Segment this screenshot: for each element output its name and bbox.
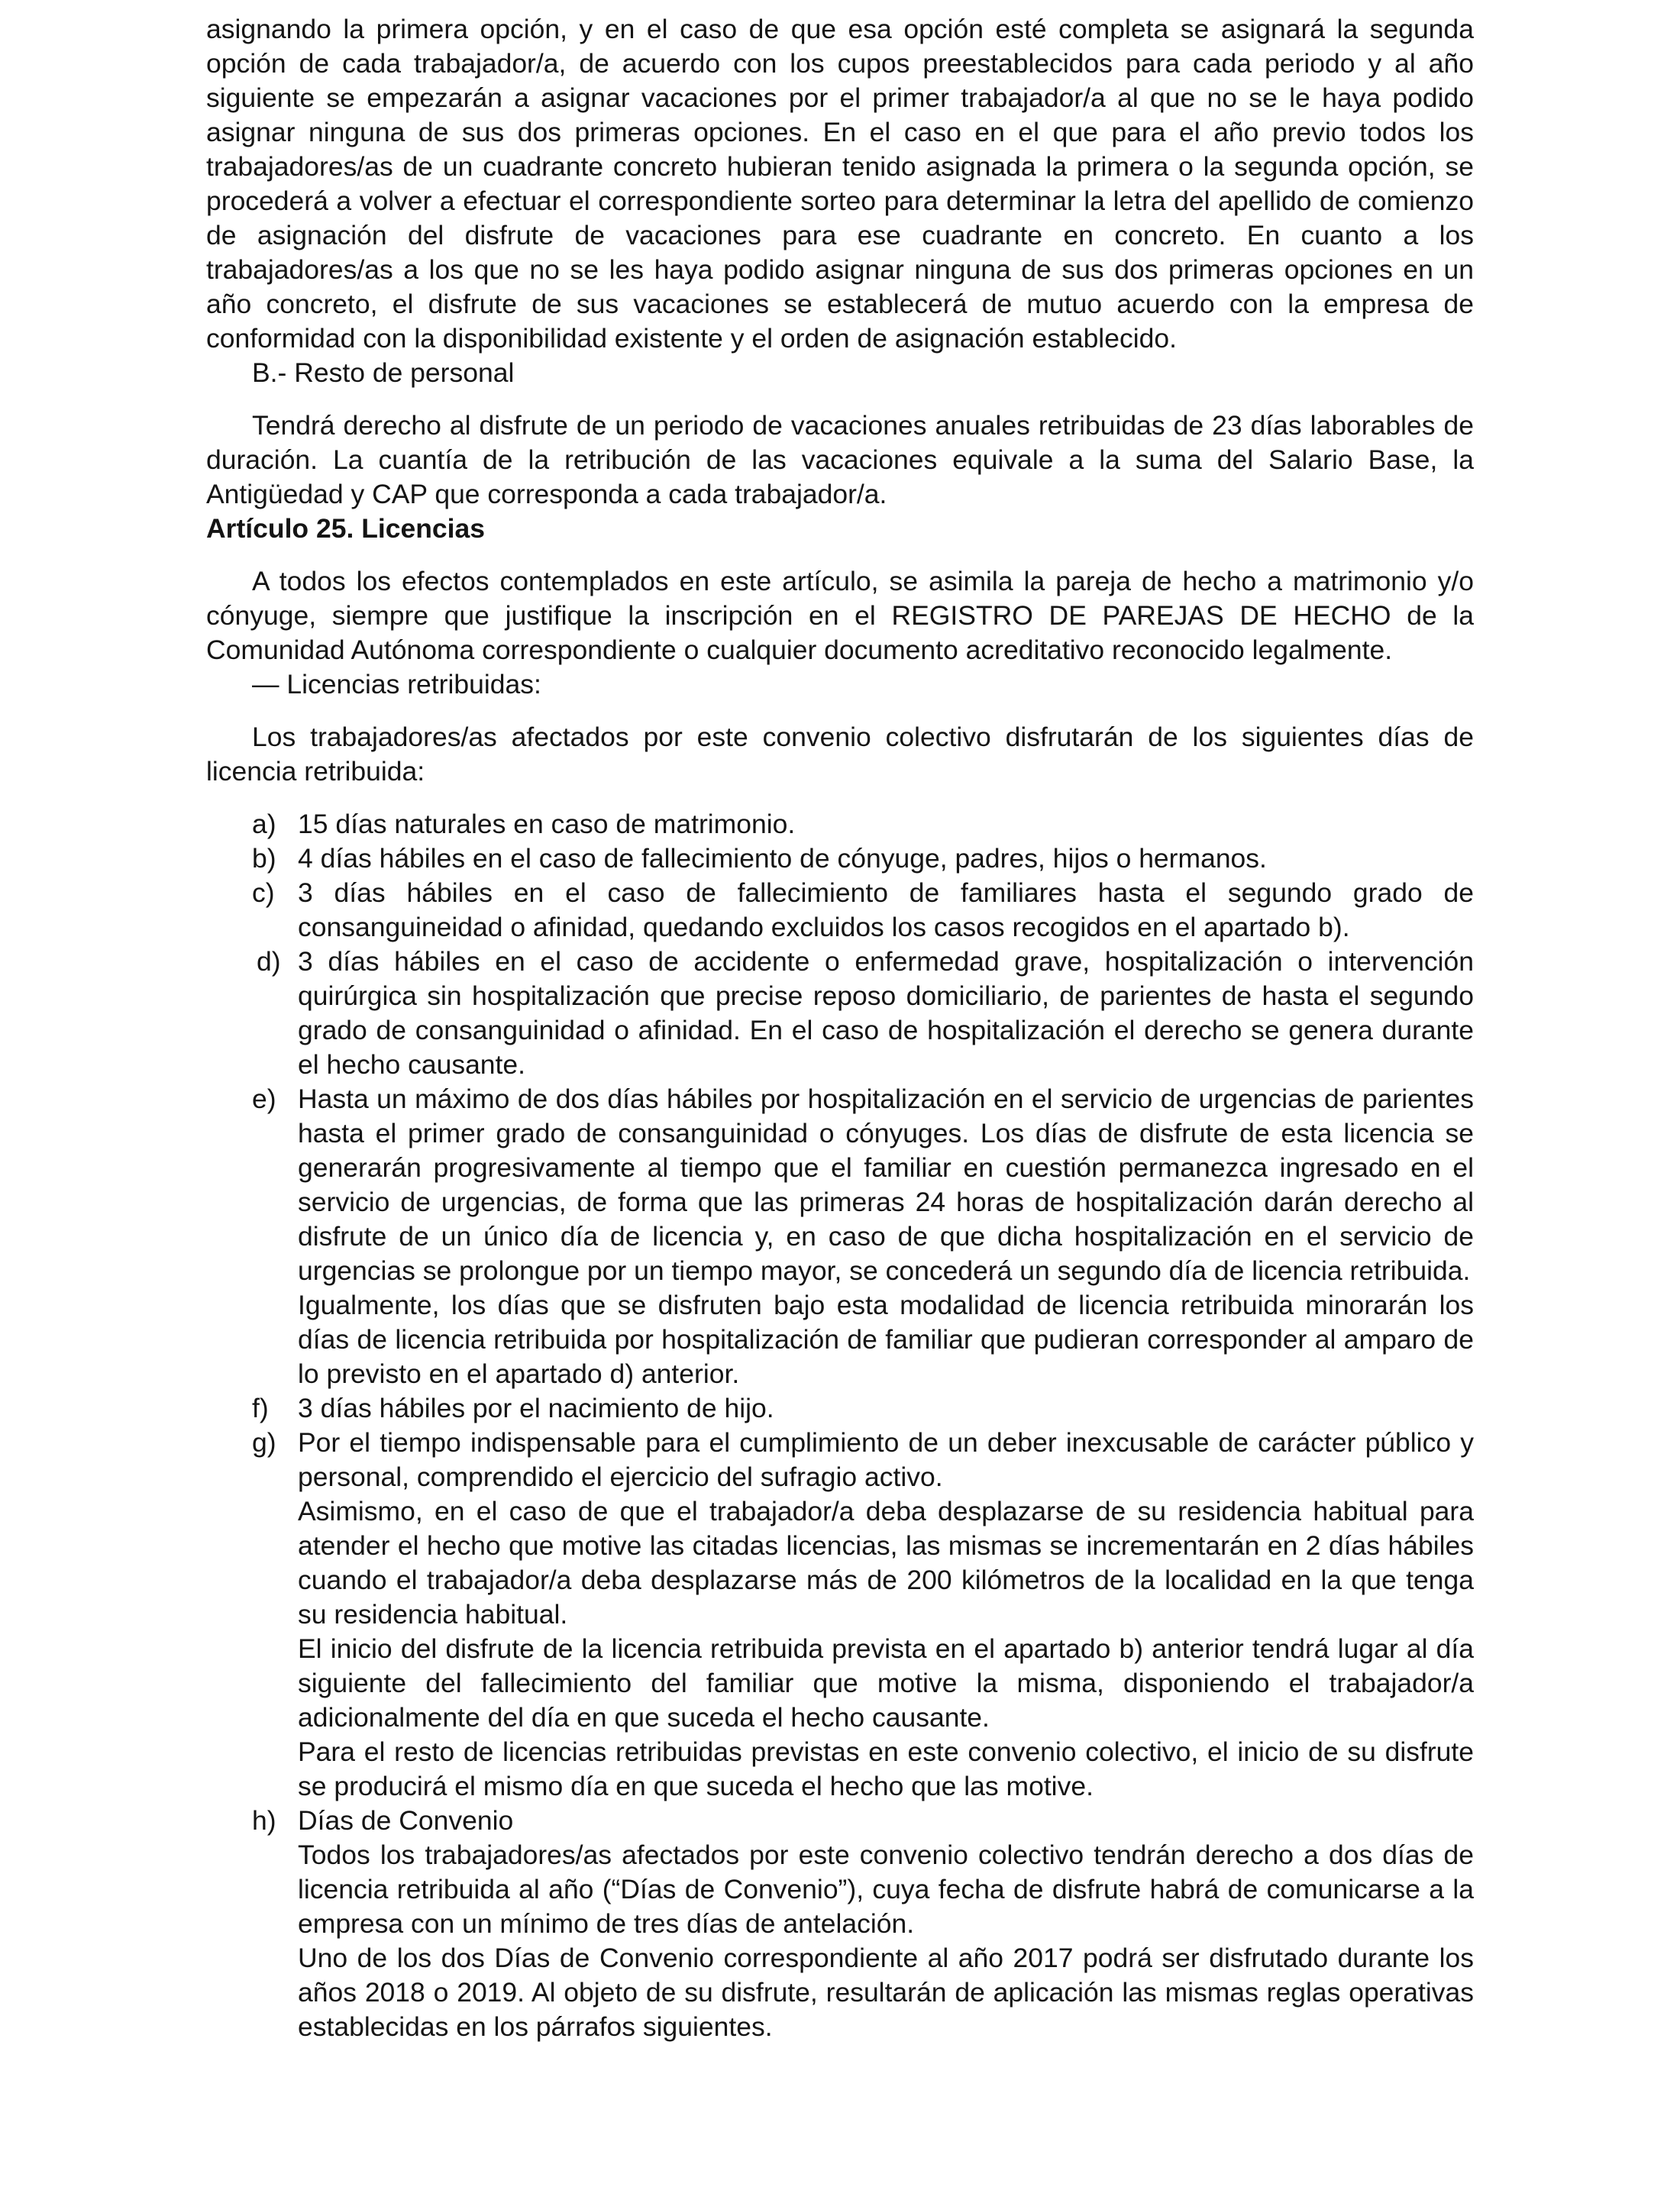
list-item-b	[206, 842, 1474, 876]
list-marker: e)	[252, 1084, 276, 1114]
intro-paragraph: asignando la primera opción, y en el caso de que esa opción esté completa se asignará la segunda opción de cada trabajador/a, de acuerdo con los cupos preestablecidos para cada periodo y al año siguiente se empezarán a asignar vacaciones por el primer trabajador/a al que no se le haya podido asignar ninguna de sus dos primeras opciones. En el caso en el que para el año previo todos los trabajadores/as de un cuadrante concreto hubieran tenido asignada la primera o la segunda opción, se procederá a volver a efectuar el correspondiente sorteo para determinar la letra del apellido de comienzo de asignación del disfrute de vacaciones para ese cuadrante en concreto. En cuanto a los trabajadores/as a los que no se les haya podido asignar ninguna de sus dos primeras opciones en un año concreto, el disfrute de sus vacaciones se establecerá de mutuo acuerdo con la empresa de conformidad con la disponibilidad existente y el orden de asignación establecido.	[206, 14, 1474, 354]
licencias-list	[206, 807, 1474, 2044]
list-item-f	[206, 1391, 1474, 1426]
list-item-text: Por el tiempo indispensable para el cumplimiento de un deber inexcusable de carácter público y personal, comprendido el ejercicio del sufragio activo.	[298, 1427, 1474, 1492]
article-intro: A todos los efectos contemplados en este artículo, se asimila la pareja de hecho a matrimonio y/o cónyuge, siempre que justifique la inscripción en el REGISTRO DE PAREJAS DE HECHO de la Comunidad Autónoma correspondiente o cualquier documento acreditativo reconocido legalmente.	[206, 566, 1474, 665]
list-marker: d)	[257, 946, 281, 977]
list-intro: Los trabajadores/as afectados por este convenio colectivo disfrutarán de los siguientes días de licencia retribuida:	[206, 722, 1474, 787]
list-item-e	[206, 1082, 1474, 1391]
list-item-text: 15 días naturales en caso de matrimonio.	[298, 809, 796, 839]
section-b-title: B.- Resto de personal	[252, 357, 515, 388]
list-marker: a)	[252, 809, 276, 839]
list-item-extra: Uno de los dos Días de Convenio correspondiente al año 2017 podrá ser disfrutado durante los años 2018 o 2019. Al objeto de su disfrute, resultarán de aplicación las mismas reglas operativas establecidas en los párrafos siguientes.	[298, 1943, 1474, 2042]
list-item-extra: Todos los trabajadores/as afectados por este convenio colectivo tendrán derecho a dos días de licencia retribuida al año (“Días de Convenio”), cuya fecha de disfrute habrá de comunicarse a la empresa con un mínimo de tres días de antelación.	[298, 1840, 1474, 1939]
list-marker: g)	[252, 1427, 276, 1458]
list-item-d	[206, 945, 1474, 1082]
list-item-text: 4 días hábiles en el caso de fallecimiento de cónyuge, padres, hijos o hermanos.	[298, 843, 1267, 874]
list-item-a	[206, 807, 1474, 842]
list-item-text: Días de Convenio	[298, 1805, 514, 1836]
list-item-text: 3 días hábiles en el caso de accidente o enfermedad grave, hospitalización o intervención quirúrgica sin hospitalización que precise reposo domiciliario, de parientes de hasta el segundo grado de consanguinidad o afinidad. En el caso de hospitalización el derecho se genera durante el hecho causante.	[298, 946, 1474, 1080]
list-item-text: 3 días hábiles por el nacimiento de hijo.	[298, 1393, 774, 1423]
list-item-text: 3 días hábiles en el caso de fallecimiento de familiares hasta el segundo grado de consanguineidad o afinidad, quedando excluidos los casos recogidos en el apartado b).	[298, 877, 1474, 942]
list-marker: h)	[252, 1805, 276, 1836]
list-item-extra: Igualmente, los días que se disfruten bajo esta modalidad de licencia retribuida minorarán los días de licencia retribuida por hospitalización de familiar que pudieran corresponder al amparo de lo previsto en el apartado d) anterior.	[298, 1290, 1474, 1389]
list-item-g	[206, 1426, 1474, 1804]
licencias-retribuidas-heading: — Licencias retribuidas:	[252, 669, 541, 699]
list-marker: c)	[252, 877, 275, 908]
list-marker: f)	[252, 1393, 269, 1423]
list-item-extra: Asimismo, en el caso de que el trabajador/a deba desplazarse de su residencia habitual para atender el hecho que motive las citadas licencias, las mismas se incrementarán en 2 días hábiles cuando el trabajador/a deba desplazarse más de 200 kilómetros de la localidad en la que tenga su residencia habitual.	[298, 1496, 1474, 1630]
list-item-extra: El inicio del disfrute de la licencia retribuida prevista en el apartado b) anterior tendrá lugar al día siguiente del fallecimiento del familiar que motive la misma, disponiendo el trabajador/a adicionalmente del día en que suceda el hecho causante.	[298, 1633, 1474, 1733]
list-item-c	[206, 876, 1474, 945]
section-b-text: Tendrá derecho al disfrute de un periodo de vacaciones anuales retribuidas de 23 días laborables de duración. La cuantía de la retribución de las vacaciones equivale a la suma del Salario Base, la Antigüedad y CAP que corresponda a cada trabajador/a.	[206, 410, 1474, 509]
list-item-extra: Para el resto de licencias retribuidas previstas en este convenio colectivo, el inicio de su disfrute se producirá el mismo día en que suceda el hecho que las motive.	[298, 1736, 1474, 1801]
article-title: Artículo 25. Licencias	[206, 513, 486, 544]
document-page	[206, 12, 1474, 2044]
list-item-h	[206, 1804, 1474, 2044]
list-item-text: Hasta un máximo de dos días hábiles por hospitalización en el servicio de urgencias de parientes hasta el primer grado de consanguinidad o cónyuges. Los días de disfrute de esta licencia se generarán progresivamente al tiempo que el familiar en cuestión permanezca ingresado en el servicio de urgencias, de forma que las primeras 24 horas de hospitalización darán derecho al disfrute de un único día de licencia y, en caso de que dicha hospitalización en el servicio de urgencias se prolongue por un tiempo mayor, se concederá un segundo día de licencia retribuida.	[298, 1084, 1474, 1286]
list-marker: b)	[252, 843, 276, 874]
